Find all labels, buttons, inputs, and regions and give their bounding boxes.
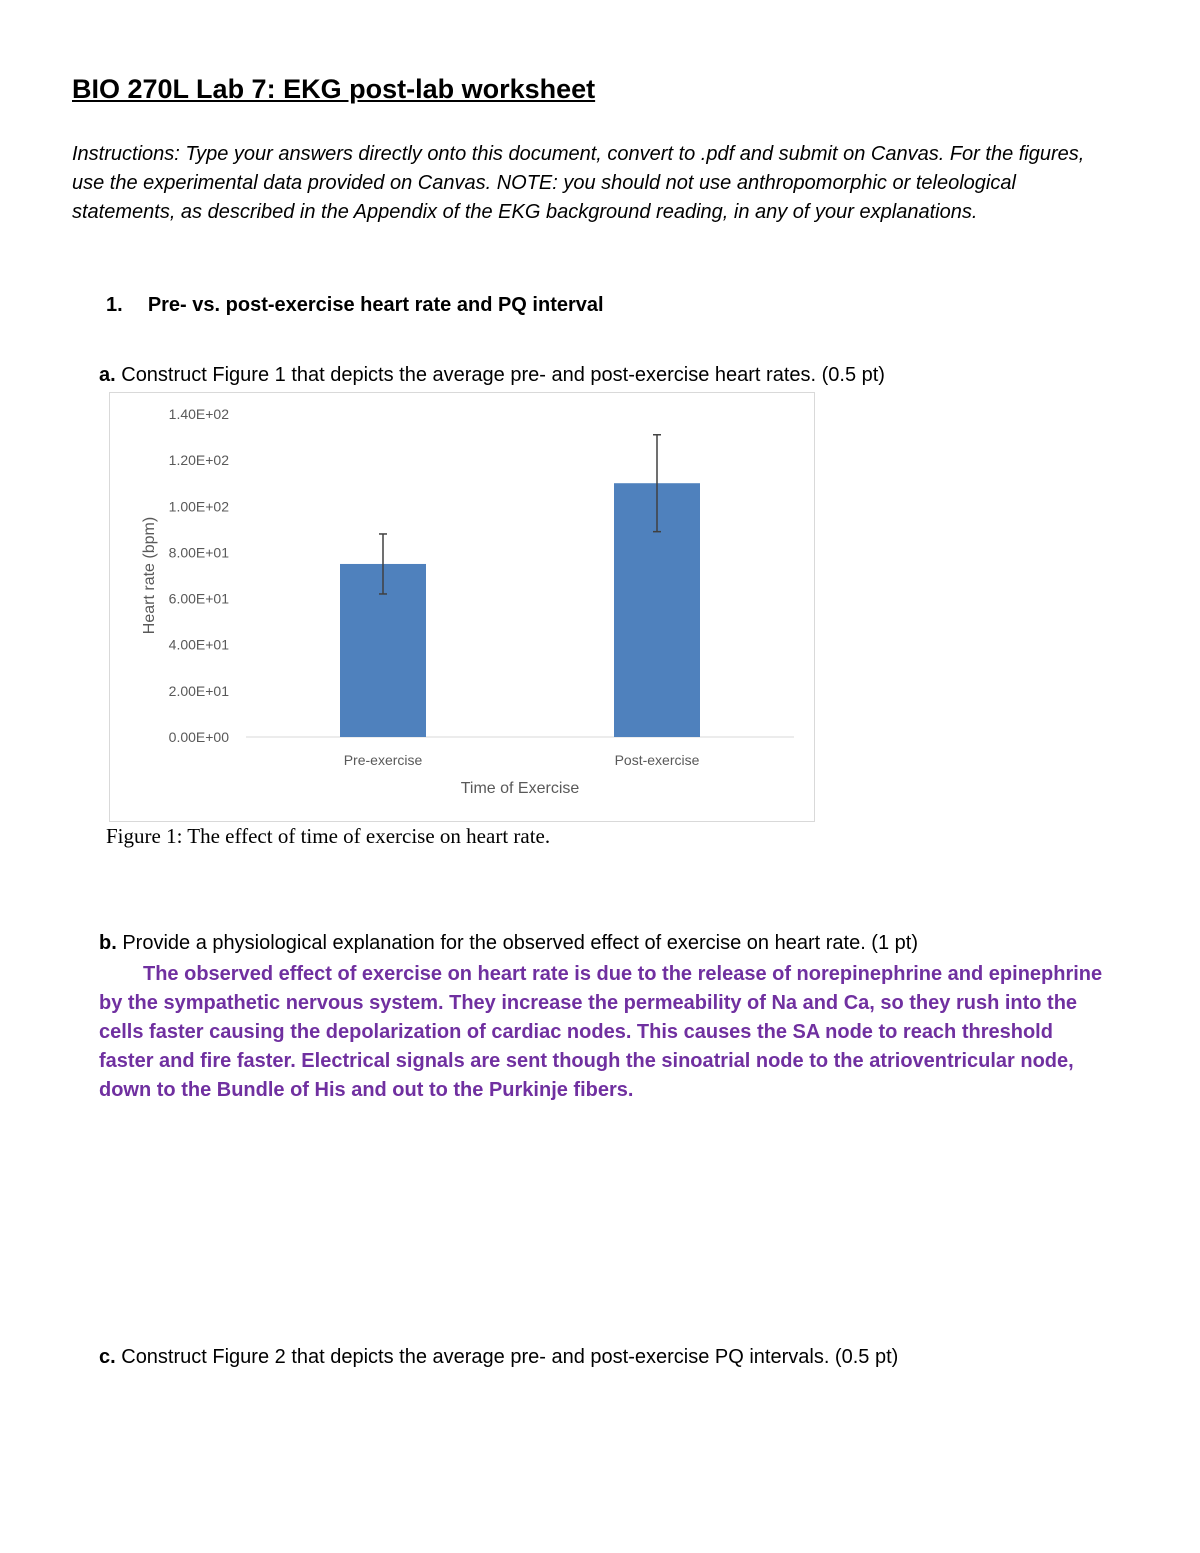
question-c-text: Construct Figure 2 that depicts the average pre- and post-exercise PQ intervals. (0.5 pt) — [115, 1346, 899, 1368]
figure-1-chart — [109, 392, 815, 822]
question-b-letter: b. — [99, 932, 117, 954]
y-tick-label: 1.20E+02 — [168, 452, 229, 469]
x-tick-label: Post-exercise — [614, 752, 700, 768]
section-number: 1. — [106, 294, 123, 316]
y-axis-title: Heart rate (bpm) — [141, 516, 158, 635]
y-tick-label: 2.00E+01 — [168, 682, 229, 699]
y-tick-label: 4.00E+01 — [168, 636, 229, 653]
question-c — [99, 1346, 898, 1369]
y-tick-label: 8.00E+01 — [168, 544, 229, 561]
figure-1-caption: Figure 1: The effect of time of exercise on heart rate. — [106, 824, 551, 848]
y-tick-label: 1.40E+02 — [168, 406, 229, 422]
y-tick-label: 1.00E+02 — [168, 498, 229, 515]
instructions: Instructions: Type your answers directly onto this document, convert to .pdf and submit on Canvas. For the figures, use the experimental data provided on Canvas. NOTE: you should not use anthropomorphic or teleological statements, as described in the Appendix of the EKG background reading, in any of your explanations. — [72, 143, 1085, 223]
y-tick-label: 6.00E+01 — [168, 590, 229, 607]
document-title: BIO 270L Lab 7: EKG post-lab worksheet — [72, 74, 596, 104]
x-tick-label: Pre-exercise — [343, 752, 423, 768]
question-a — [99, 364, 885, 387]
answer-b: The observed effect of exercise on heart rate is due to the release of norepinephrine and epinephrine by the sympathetic nervous system. They increase the permeability of Na and Ca, so they rush into the cells faster causing the depolarization of cardiac nodes. This causes the SA node to reach threshold faster and fire faster. Electrical signals are sent though the sinoatrial node to the atrioventricular node, down to the Bundle of His and out to the Purkinje fibers. — [99, 963, 1103, 1101]
question-a-letter: a. — [99, 364, 116, 386]
question-c-letter: c. — [99, 1346, 116, 1368]
question-b-text: Provide a physiological explanation for the observed effect of exercise on heart rate. (1 pt) — [116, 932, 918, 954]
section-1-heading — [106, 294, 604, 317]
y-tick-label: 0.00E+00 — [168, 729, 229, 745]
bar-chart — [110, 393, 814, 821]
section-title: Pre- vs. post-exercise heart rate and PQ interval — [147, 294, 604, 316]
question-b — [99, 932, 918, 955]
question-a-text: Construct Figure 1 that depicts the average pre- and post-exercise heart rates. (0.5 pt) — [115, 364, 885, 386]
x-axis-title: Time of Exercise — [460, 780, 580, 797]
